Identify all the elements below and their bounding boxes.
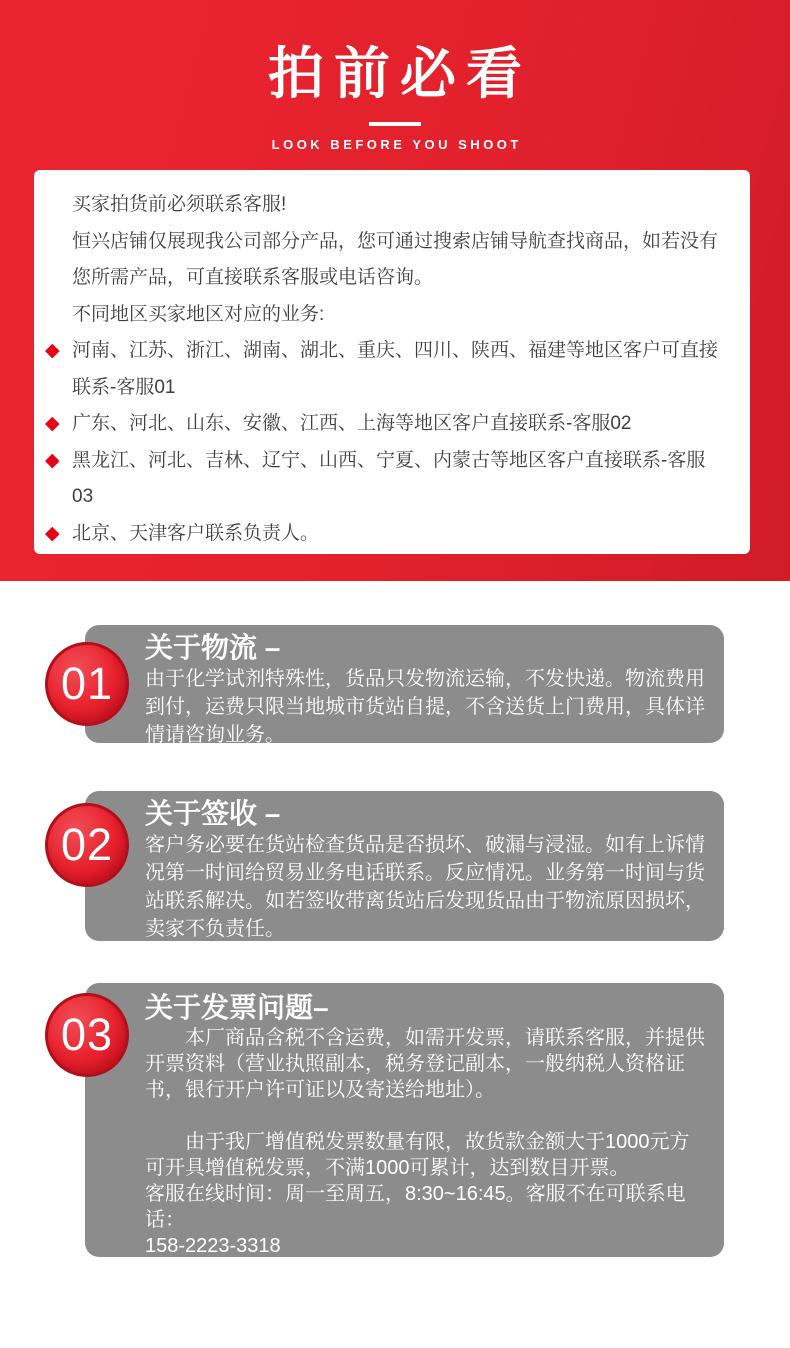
note-line: 说明：本站所有货物均为含税不含运费价格，如需开票请联系客服。 bbox=[145, 1261, 705, 1309]
service-hours-line: 客服在线时间：周一至周五，8:30~16:45。客服不在可联系电话： bbox=[145, 1183, 686, 1231]
notice-headline: 买家拍货前必须联系客服! bbox=[72, 194, 287, 215]
info-card-logistics bbox=[85, 625, 724, 746]
card-title: 关于签收 – bbox=[145, 798, 281, 829]
diamond-bullet-icon: ◆ bbox=[45, 413, 60, 434]
region-item-text: 北京、天津客户联系负责人。 bbox=[72, 522, 320, 544]
card-title: 关于物流 – bbox=[145, 632, 281, 663]
region-item-text: 广东、河北、山东、安徽、江西、上海等地区客户直接联系-客服02 bbox=[72, 413, 632, 434]
invoice-paragraph: 本厂商品含税不含运费，如需开发票，请联系客服，并提供开票资料（营业执照副本，税务登记副本，一般纳税人资格证书，银行开户许可证以及寄送给地址）。 bbox=[145, 1027, 705, 1101]
region-item-text: 河南、江苏、浙江、湖南、湖北、重庆、四川、陕西、福建等地区客户可直接联系-客服01 bbox=[72, 340, 719, 398]
step-badge-02 bbox=[45, 803, 129, 887]
card-body bbox=[145, 1025, 708, 1311]
vat-paragraph: 由于我厂增值税发票数量有限，故货款金额大于1000元方可开具增值税发票，不满1000可累计，达到数目开票。 bbox=[145, 1131, 690, 1179]
info-card-receiving bbox=[85, 791, 724, 941]
step-number: 03 bbox=[60, 1009, 114, 1060]
step-badge-03 bbox=[45, 993, 129, 1077]
step-number: 01 bbox=[60, 658, 114, 709]
diamond-bullet-icon: ◆ bbox=[45, 449, 60, 471]
info-card-invoice bbox=[85, 983, 724, 1309]
card-title: 关于发票问题– bbox=[145, 992, 329, 1023]
card-body: 客户务必要在货站检查货品是否损坏、破漏与浸湿。如有上诉情况第一时间给贸易业务电话联系。反应情况。业务第一时间与货站联系解决。如若签收带离货站后发现货品由于物流原因损坏，卖家不负责任。 bbox=[145, 834, 705, 940]
diamond-bullet-icon: ◆ bbox=[45, 522, 60, 544]
notice-card bbox=[34, 170, 750, 554]
region-item bbox=[45, 443, 726, 516]
step-number: 02 bbox=[60, 819, 114, 870]
page-subtitle: LOOK BEFORE YOU SHOOT bbox=[271, 137, 522, 152]
notice-intro: 恒兴店铺仅展现我公司部分产品，您可通过搜索店铺导航查找商品，如若没有您所需产品，可直接联系客服或电话咨询。 bbox=[72, 230, 719, 288]
title-divider bbox=[369, 122, 421, 126]
region-item-text: 黑龙江、河北、吉林、辽宁、山西、宁夏、内蒙古等地区客户直接联系-客服03 bbox=[72, 449, 706, 507]
step-badge-01 bbox=[45, 642, 129, 726]
notice-region-label: 不同地区买家地区对应的业务: bbox=[72, 303, 325, 325]
phone-number: 158-2223-3318 bbox=[145, 1235, 281, 1257]
page-title: 拍前必看 bbox=[268, 42, 532, 105]
diamond-bullet-icon: ◆ bbox=[45, 340, 60, 361]
card-body: 由于化学试剂特殊性，货品只发物流运输，不发快递。物流费用到付，运费只限当地城市货站自提，不含送货上门费用，具体详情请咨询业务。 bbox=[145, 668, 705, 746]
region-item bbox=[45, 333, 726, 406]
hero-banner bbox=[0, 0, 790, 581]
region-item bbox=[45, 406, 726, 443]
region-item bbox=[45, 516, 726, 553]
